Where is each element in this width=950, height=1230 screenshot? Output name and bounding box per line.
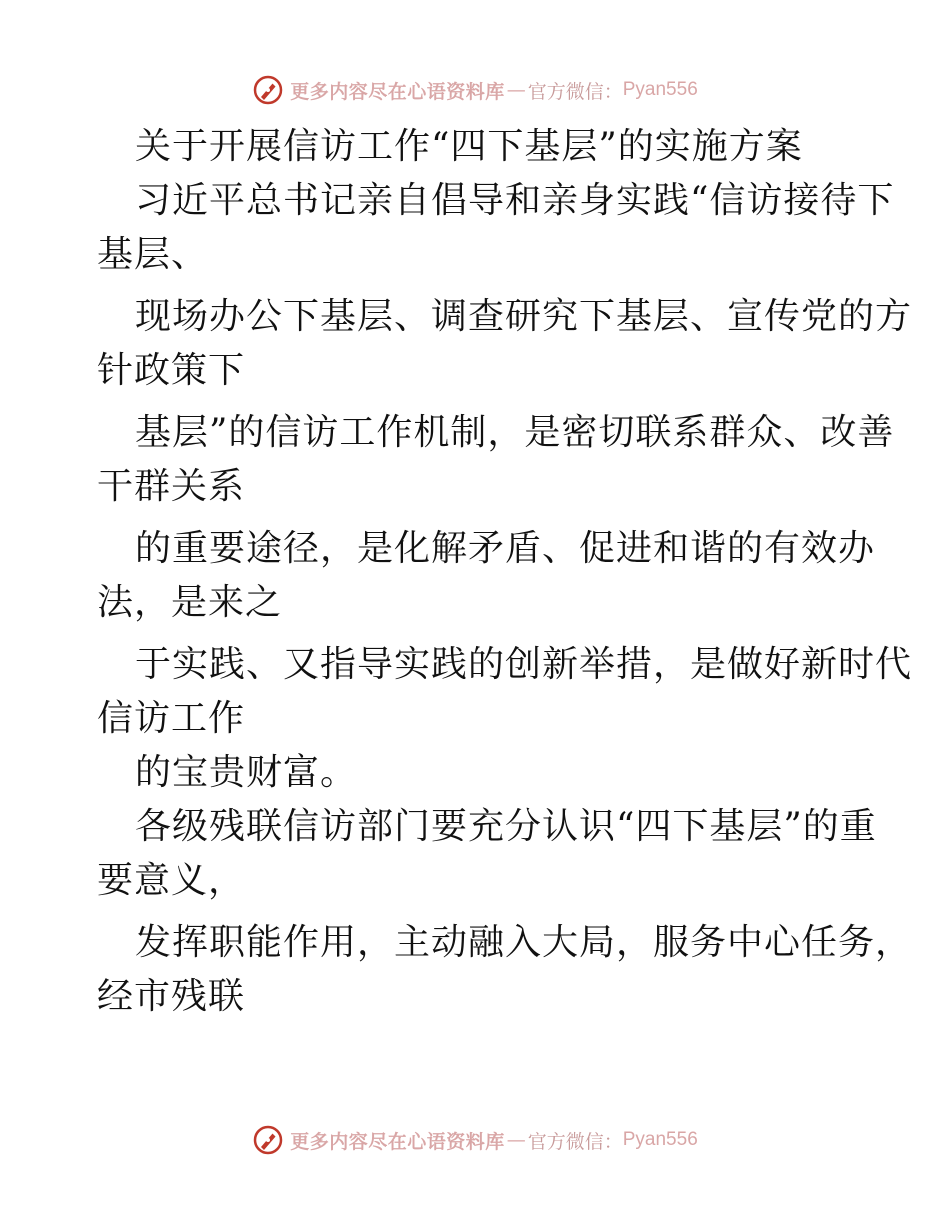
paragraph-line: 经市残联 <box>97 976 246 1017</box>
paragraph-line: 基层、 <box>97 234 209 275</box>
paragraph-line: 发挥职能作用，主动融入大局，服务中心任务， <box>135 922 913 963</box>
watermark-wechat-label: 官方微信： <box>527 80 623 103</box>
watermark-wechat-label: 官方微信： <box>527 1130 623 1153</box>
document-body <box>97 120 913 1024</box>
paragraph-line: 法，是来之 <box>97 582 283 623</box>
footer-watermark <box>0 1120 950 1160</box>
pen-logo-icon <box>252 1124 284 1156</box>
paragraph-line: 各级残联信访部门要充分认识“四下基层”的重 <box>135 806 877 847</box>
paragraph-line: 的宝贵财富。 <box>135 752 358 793</box>
watermark-dash: — <box>506 1129 526 1151</box>
paragraph-line: 信访工作 <box>97 698 246 739</box>
watermark-text: 更多内容尽在心语资料库 <box>290 1130 505 1153</box>
watermark-text: 更多内容尽在心语资料库 <box>290 80 505 103</box>
watermark-dash: — <box>506 79 526 101</box>
paragraph-line: 针政策下 <box>97 350 246 391</box>
paragraph-line: 干群关系 <box>97 466 246 507</box>
header-watermark <box>0 70 950 110</box>
paragraph-line: 习近平总书记亲自倡导和亲身实践“信访接待下 <box>135 180 895 221</box>
paragraph-line: 于实践、又指导实践的创新举措，是做好新时代 <box>135 644 913 685</box>
watermark-wechat-id: Pyan556 <box>622 79 698 100</box>
paragraph-line: 现场办公下基层、调查研究下基层、宣传党的方 <box>135 296 913 337</box>
watermark-wechat-id: Pyan556 <box>622 1129 698 1150</box>
paragraph-line: 基层”的信访工作机制，是密切联系群众、改善 <box>135 412 895 453</box>
pen-logo-icon <box>252 74 284 106</box>
document-title: 关于开展信访工作“四下基层”的实施方案 <box>135 126 803 167</box>
paragraph-line: 要意义， <box>97 860 246 901</box>
paragraph-line: 的重要途径，是化解矛盾、促进和谐的有效办 <box>135 528 876 569</box>
